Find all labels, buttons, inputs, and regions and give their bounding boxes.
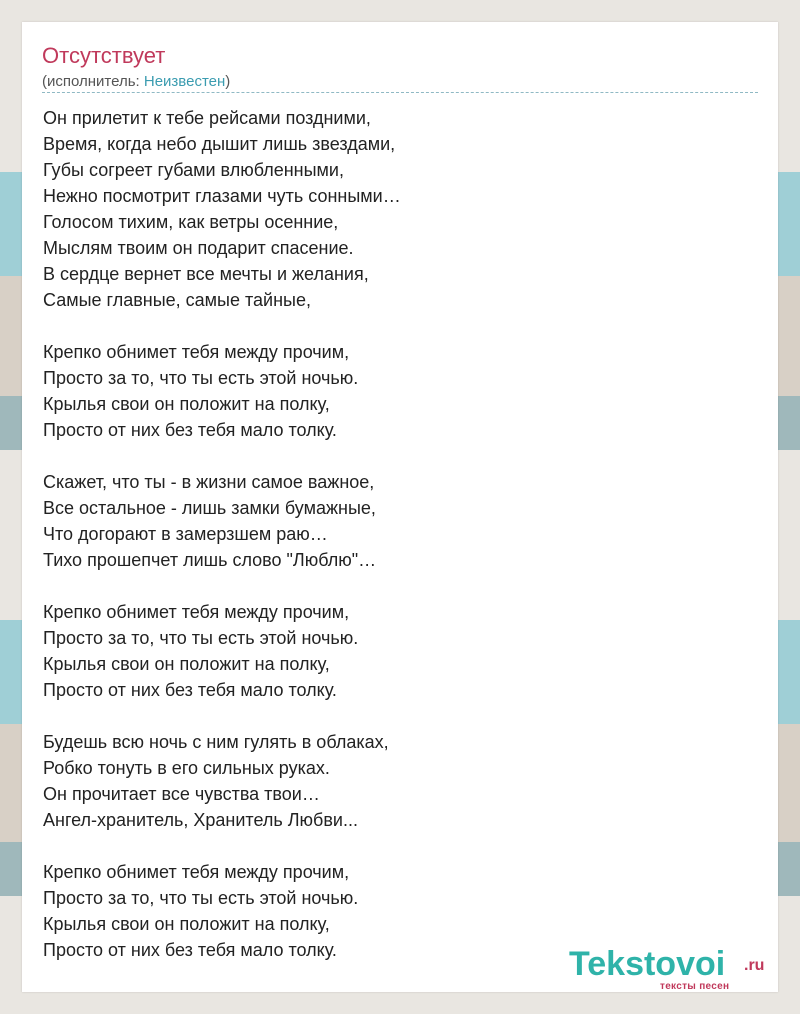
lyric-line: Крепко обнимет тебя между прочим, — [43, 602, 350, 622]
lyric-line: Крылья свои он положит на полку, — [43, 914, 330, 934]
lyric-line: Крылья свои он положит на полку, — [43, 394, 330, 414]
lyric-line: Крылья свои он положит на полку, — [43, 654, 330, 674]
lyric-line: В сердце вернет все мечты и желания, — [43, 264, 369, 284]
lyrics-stanza — [43, 599, 743, 703]
lyric-line: Будешь всю ночь с ним гулять в облаках, — [43, 732, 389, 752]
lyric-line: Все остальное - лишь замки бумажные, — [43, 498, 376, 518]
artist-suffix: ) — [225, 73, 231, 90]
lyric-line: Он прочитает все чувства твои… — [43, 784, 320, 804]
logo-wordmark: Tekstovoi — [569, 945, 726, 983]
lyrics-card — [22, 22, 778, 992]
logo-subtitle: тексты песен — [660, 981, 730, 992]
lyrics-stanza — [43, 469, 743, 573]
lyric-line: Самые главные, самые тайные, — [43, 290, 312, 310]
lyric-line: Просто за то, что ты есть этой ночью. — [43, 628, 359, 648]
lyric-line: Крепко обнимет тебя между прочим, — [43, 342, 350, 362]
header-divider — [42, 92, 758, 93]
lyric-line: Он прилетит к тебе рейсами поздними, — [43, 108, 371, 128]
lyrics-stanza — [43, 729, 743, 833]
lyric-line: Скажет, что ты - в жизни самое важное, — [43, 472, 375, 492]
lyric-line: Мыслям твоим он подарит спасение. — [43, 238, 354, 258]
lyric-line: Крепко обнимет тебя между прочим, — [43, 862, 350, 882]
artist-line — [42, 73, 230, 90]
lyric-line: Просто от них без тебя мало толку. — [43, 680, 337, 700]
lyric-line: Время, когда небо дышит лишь звездами, — [43, 134, 396, 154]
lyric-line: Нежно посмотрит глазами чуть сонными… — [43, 186, 401, 206]
lyric-line: Просто от них без тебя мало толку. — [43, 940, 337, 960]
lyrics-body — [43, 105, 743, 963]
lyrics-stanza — [43, 339, 743, 443]
lyric-line: Голосом тихим, как ветры осенние, — [43, 212, 339, 232]
lyric-line: Просто от них без тебя мало толку. — [43, 420, 337, 440]
site-logo[interactable] — [569, 945, 779, 995]
lyric-line: Губы согреет губами влюбленными, — [43, 160, 344, 180]
lyric-line: Что догорают в замерзшем раю… — [43, 524, 328, 544]
lyric-line: Просто за то, что ты есть этой ночью. — [43, 888, 359, 908]
lyric-line: Ангел-хранитель, Хранитель Любви... — [43, 810, 358, 830]
artist-prefix: (исполнитель: — [42, 73, 144, 90]
song-title: Отсутствует — [42, 43, 166, 68]
lyric-line: Робко тонуть в его сильных руках. — [43, 758, 330, 778]
logo-domain: .ru — [744, 957, 765, 974]
lyric-line: Просто за то, что ты есть этой ночью. — [43, 368, 359, 388]
lyric-line: Тихо прошепчет лишь слово "Люблю"… — [43, 550, 377, 570]
lyrics-stanza — [43, 105, 743, 313]
artist-link[interactable]: Неизвестен — [143, 73, 226, 90]
